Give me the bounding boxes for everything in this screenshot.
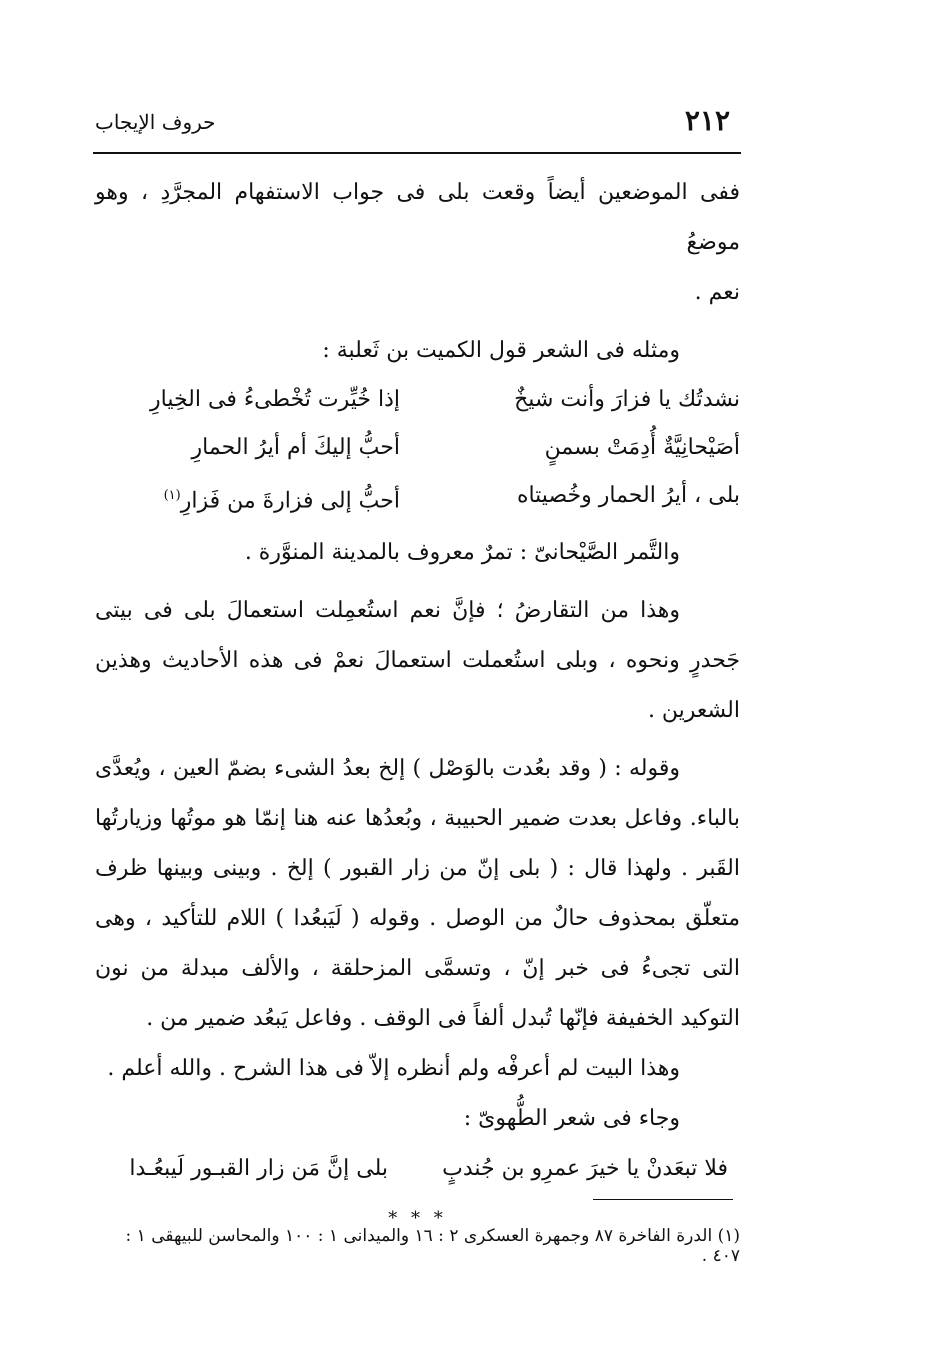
paragraph-1 [95, 168, 740, 318]
paragraph-4: وهذا من التقارضُ ؛ فإنَّ نعم استُعمِلت استعمالَ بلى فى بيتى جَحدرٍ ونحوه ، وبلى استُعملت استعمالَ نعمْ فى هذه الأحاديث وهذين الشعرين . [95, 598, 740, 723]
footnote: (١) الدرة الفاخرة ٨٧ وجمهرة العسكرى ٢ : ١٦ والميدانى ١ : ١٠٠ والمحاسن للبيهقى ١ : ٤٠٧ . [125, 1226, 740, 1266]
paragraph-2: ومثله فى الشعر قول الكميت بن ثَعلبة : [322, 338, 680, 363]
page-body [95, 168, 740, 1229]
paragraph-3: والتَّمر الصَّيْحانىّ : تمرٌ معروف بالمدينة المنوَّرة . [244, 540, 680, 565]
verse-2-second-hemistich: أحبُّ إليكَ أم أيرُ الحمارِ [191, 435, 400, 460]
verse-3-first-hemistich: بلى ، أيرُ الحمار وخُصيتاه [516, 483, 740, 508]
verse-1-second-hemistich: إذا خُيِّرت تُخْطىءُ فى الخِيارِ [150, 387, 400, 412]
verse-4-first-hemistich: فلا تبعَدنْ يا خيرَ عمرِو بن جُندبٍ [442, 1156, 728, 1181]
paragraph-1-line-1: ففى الموضعين أيضاً وقعت بلى فى جواب الاستفهام المجرَّدِ ، وهو موضعُ [95, 180, 740, 255]
paragraph-5: وقوله : ( وقد بعُدت بالوَصْل ) إلخ بعدُ الشىء بضمّ العين ، ويُعدَّى بالباء. وفاعل بعدت ضمير الحبيبة ، وبُعدُها عنه هنا إنمّا هو موتُها وزيارتُها القَبر . ولهذا قال : ( بلى إنّ من زار القبور ) إلخ . وبينى وبينها ظرف متعلّق بمحذوف حالٌ من الوصل . وقوله ( لَيَبعُدا ) اللام للتأكيد ، وهى التى تجىءُ فى خبر إنّ ، وتسمَّى المزحلقة ، والألف مبدلة من نون التوكيد الخفيفة فإنّها تُبدل ألفاً فى الوقف . وفاعل يَبعُد ضمير من . [95, 756, 740, 1031]
paragraph-1-line-2: نعم . [694, 280, 740, 305]
page-header [95, 104, 740, 144]
verse-3 [95, 472, 740, 520]
verse-1 [95, 376, 740, 424]
paragraph-6: وهذا البيت لم أعرفْه ولم أنظره إلاّ فى هذا الشرح . والله أعلم . [107, 1056, 680, 1081]
verse-3-second-hemistich-text: أحبُّ إلى فزارةَ من فَزارِ [180, 488, 400, 514]
verse-3-second-hemistich [95, 472, 440, 520]
verse-4-second-hemistich: بلى إنَّ مَن زار القبـور لَيبعُـدا [129, 1156, 388, 1181]
running-title: حروف الإيجاب [95, 110, 216, 134]
section-separator: * * * [388, 1208, 447, 1229]
page-number: ٢١٢ [684, 104, 730, 137]
verse-4 [95, 1144, 728, 1194]
header-rule [93, 152, 741, 154]
verse-2 [95, 424, 740, 472]
verse-1-first-hemistich: نشدتُك يا فزارَ وأنت شيخٌ [514, 387, 740, 412]
paragraph-7: وجاء فى شعر الطُّهوىّ : [463, 1106, 680, 1131]
footnote-marker: (١) [163, 488, 181, 503]
verse-2-first-hemistich: أصَيْحانِيَّةٌ أُدِمَتْ بسمنٍ [544, 435, 740, 460]
footnote-rule [593, 1199, 733, 1200]
